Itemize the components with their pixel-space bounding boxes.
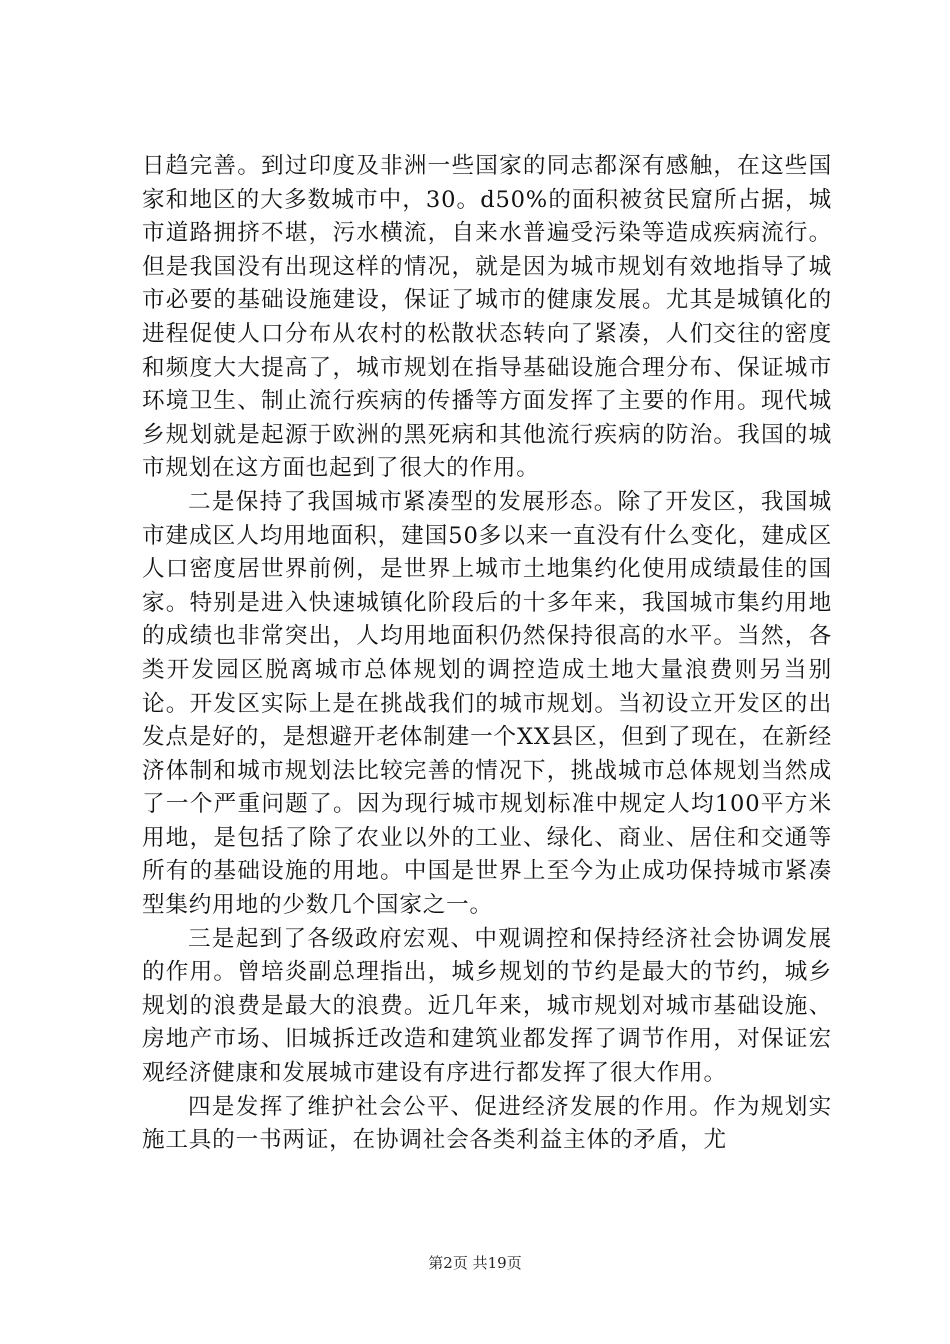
- paragraph-point-three: 三是起到了各级政府宏观、中观调控和保持经济社会协调发展的作用。曾培炎副总理指出，城乡规划的节约是最大的节约，城乡规划的浪费是最大的浪费。近几年来，城市规划对城市基础设施、房地产市场、旧城拆迁改造和建筑业都发挥了调节作用，对保证宏观经济健康和发展城市建设有序进行都发挥了很大作用。: [142, 925, 832, 1087]
- page-number-footer: 第2页 共19页: [428, 1254, 522, 1272]
- paragraph-point-four: 四是发挥了维护社会公平、促进经济发展的作用。作为规划实施工具的一书两证，在协调社会各类利益主体的矛盾，尤: [142, 1093, 832, 1154]
- paragraph-point-two: 二是保持了我国城市紧凑型的发展形态。除了开发区，我国城市建成区人均用地面积，建国50多以来一直没有什么变化，建成区人口密度居世界前例，是世界上城市土地集约化使用成绩最佳的国家。特别是进入快速城镇化阶段后的十多年来，我国城市集约用地的成绩也非常突出，人均用地面积仍然保持很高的水平。当然，各类开发园区脱离城市总体规划的调控造成土地大量浪费则另当别论。开发区实际上是在挑战我们的城市规划。当初设立开发区的出发点是好的，是想避开老体制建一个XX县区，但到了现在，在新经济体制和城市规划法比较完善的情况下，挑战城市总体规划当然成了一个严重问题了。因为现行城市规划标准中规定人均100平方米用地，是包括了除了农业以外的工业、绿化、商业、居住和交通等所有的基础设施的用地。中国是世界上至今为止成功保持城市紧凑型集约用地的少数几个国家之一。: [142, 488, 832, 919]
- paragraph-continuation: 日趋完善。到过印度及非洲一些国家的同志都深有感触，在这些国家和地区的大多数城市中，30。d50%的面积被贫民窟所占据，城市道路拥挤不堪，污水横流，自来水普遍受污染等造成疾病流行。但是我国没有出现这样的情况，就是因为城市规划有效地指导了城市必要的基础设施建设，保证了城市的健康发展。尤其是城镇化的进程促使人口分布从农村的松散状态转向了紧凑，人们交往的密度和频度大大提高了，城市规划在指导基础设施合理分布、保证城市环境卫生、制止流行疾病的传播等方面发挥了主要的作用。现代城乡规划就是起源于欧洲的黑死病和其他流行疾病的防治。我国的城市规划在这方面也起到了很大的作用。: [142, 153, 832, 482]
- document-body: [142, 150, 832, 1158]
